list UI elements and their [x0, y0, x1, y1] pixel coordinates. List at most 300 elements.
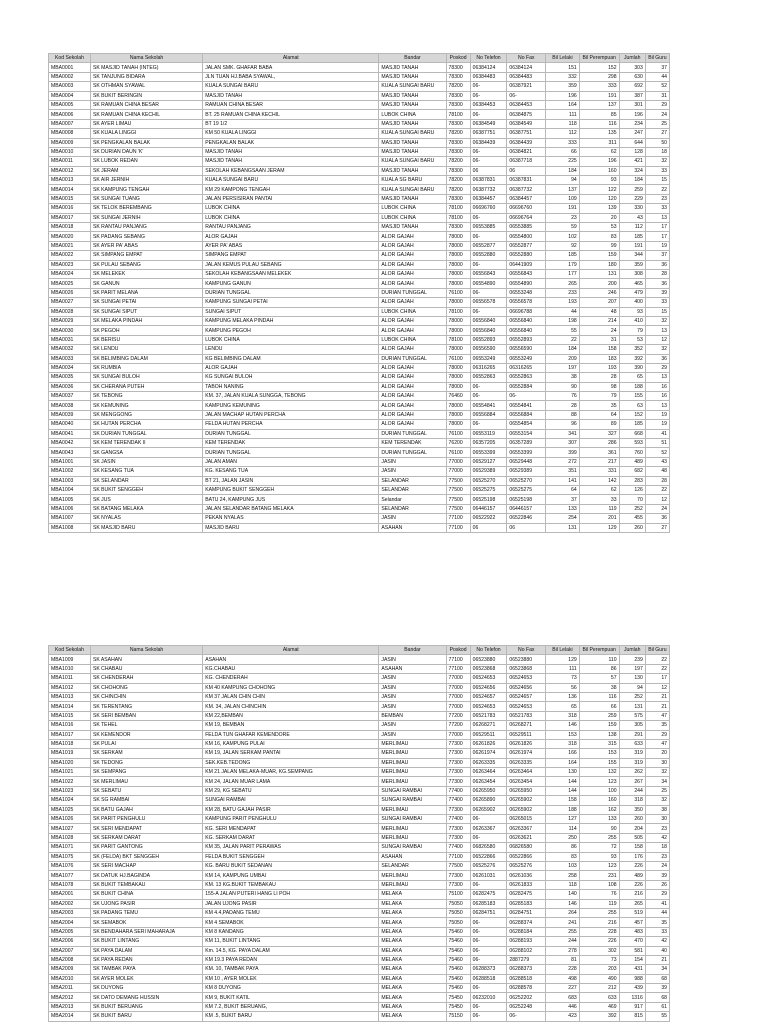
cell-no-fax: 06529448: [507, 457, 546, 466]
cell-bil-perempuan: 20: [579, 213, 619, 222]
cell-bandar: ALOR GAJAH: [379, 373, 446, 382]
cell-bil-lelaki: 255: [546, 927, 580, 936]
cell-no-fax: 06522846: [507, 514, 546, 523]
cell-bil-guru: 33: [645, 204, 669, 213]
cell-nama-sekolah: SK MERLIMAU: [90, 777, 202, 786]
table-row: [49, 664, 670, 673]
table-row: [49, 1002, 670, 1011]
cell-bil-perempuan: 120: [579, 194, 619, 203]
cell-no-telefon: 06-: [470, 307, 507, 316]
cell-poskod: 78300: [446, 147, 470, 156]
cell-jumlah: 176: [619, 852, 645, 861]
cell-poskod: 77000: [446, 467, 470, 476]
table-row: [49, 401, 670, 410]
cell-bil-guru: 41: [645, 429, 669, 438]
cell-poskod: 78300: [446, 166, 470, 175]
cell-poskod: 78000: [446, 382, 470, 391]
cell-alamat: FELDA HUTAN PERCHA: [203, 420, 379, 429]
cell-bil-guru: 22: [645, 485, 669, 494]
table-row: [49, 965, 670, 974]
cell-no-fax: 06553248: [507, 288, 546, 297]
table-row: [49, 796, 670, 805]
cell-alamat: KM. 13 KG.BUKIT TEMBAKAU: [203, 880, 379, 889]
cell-bandar: MELAKA: [379, 1002, 446, 1011]
cell-bil-guru: 30: [645, 815, 669, 824]
cell-bil-lelaki: 166: [546, 749, 580, 758]
cell-no-fax: 06288518: [507, 974, 546, 983]
cell-nama-sekolah: SK SIMPANG EMPAT: [90, 251, 202, 260]
cell-bil-lelaki: 164: [546, 100, 580, 109]
cell-alamat: KEM TERENDAK: [203, 439, 379, 448]
header-jumlah: Jumlah: [619, 646, 645, 655]
cell-bandar: LUBOK CHINA: [379, 204, 446, 213]
cell-bil-guru: 31: [645, 91, 669, 100]
cell-kod-sekolah: MBA0006: [49, 110, 91, 119]
table-row: [49, 702, 670, 711]
cell-bil-lelaki: 65: [546, 702, 580, 711]
cell-no-telefon: 06265890: [470, 796, 507, 805]
cell-jumlah: 301: [619, 100, 645, 109]
cell-no-fax: 06263454: [507, 777, 546, 786]
cell-bil-perempuan: 469: [579, 1002, 619, 1011]
cell-bandar: ALOR GAJAH: [379, 326, 446, 335]
cell-no-telefon: 06263464: [470, 768, 507, 777]
cell-no-telefon: 06263335: [470, 758, 507, 767]
cell-nama-sekolah: SK ASAHAN: [90, 655, 202, 664]
header-bil-lelaki: Bil Lelaki: [546, 54, 580, 63]
cell-bil-guru: 55: [645, 1012, 669, 1021]
cell-alamat: JALAN SELANDAR BATANG MELAKA: [203, 504, 379, 513]
cell-jumlah: 291: [619, 730, 645, 739]
cell-poskod: 77300: [446, 768, 470, 777]
cell-bil-guru: 36: [645, 514, 669, 523]
cell-bil-lelaki: 179: [546, 260, 580, 269]
cell-bil-guru: 35: [645, 721, 669, 730]
cell-no-telefon: 06268271: [470, 721, 507, 730]
cell-alamat: LUBOK CHINA: [203, 335, 379, 344]
cell-bandar: LUBOK CHINA: [379, 110, 446, 119]
cell-nama-sekolah: SK SG RAMBAI: [90, 796, 202, 805]
cell-no-fax: 06556578: [507, 298, 546, 307]
table-row: [49, 269, 670, 278]
cell-nama-sekolah: SK DATUK HJ.BAGINDA: [90, 871, 202, 880]
cell-poskod: 78300: [446, 223, 470, 232]
cell-bil-guru: 22: [645, 185, 669, 194]
cell-no-fax: 06265950: [507, 786, 546, 795]
cell-kod-sekolah: MBA1018: [49, 739, 91, 748]
cell-jumlah: 392: [619, 354, 645, 363]
cell-no-fax: 06446157: [507, 504, 546, 513]
table-row: [49, 890, 670, 899]
cell-jumlah: 465: [619, 279, 645, 288]
cell-alamat: KG. SERKAM DARAT: [203, 833, 379, 842]
cell-kod-sekolah: MBA0024: [49, 269, 91, 278]
cell-no-fax: 06: [507, 166, 546, 175]
cell-poskod: 78000: [446, 279, 470, 288]
cell-kod-sekolah: MBA1001: [49, 457, 91, 466]
cell-bil-lelaki: 94: [546, 176, 580, 185]
cell-bil-guru: 15: [645, 176, 669, 185]
cell-alamat: KM 28, BATU GAJAH PASIR: [203, 805, 379, 814]
cell-no-fax: 06524653: [507, 674, 546, 683]
cell-kod-sekolah: MBA2002: [49, 899, 91, 908]
cell-jumlah: 259: [619, 185, 645, 194]
table-row: [49, 730, 670, 739]
cell-bandar: MASJID TANAH: [379, 194, 446, 203]
table-row: [49, 82, 670, 91]
cell-bil-lelaki: 56: [546, 683, 580, 692]
cell-bil-guru: 33: [645, 298, 669, 307]
cell-no-fax: 06282475: [507, 890, 546, 899]
cell-bil-lelaki: 141: [546, 476, 580, 485]
cell-bil-perempuan: 72: [579, 843, 619, 852]
cell-jumlah: 70: [619, 495, 645, 504]
cell-alamat: KG. CHENDERAH: [203, 674, 379, 683]
cell-bil-lelaki: 254: [546, 514, 580, 523]
cell-bil-lelaki: 81: [546, 955, 580, 964]
cell-kod-sekolah: MBA1077: [49, 871, 91, 880]
cell-bil-perempuan: 93: [579, 176, 619, 185]
cell-bil-guru: 50: [645, 138, 669, 147]
table-row: [49, 157, 670, 166]
cell-poskod: 77100: [446, 514, 470, 523]
cell-no-telefon: 06: [470, 523, 507, 532]
cell-no-fax: 06252202: [507, 993, 546, 1002]
cell-jumlah: 112: [619, 223, 645, 232]
cell-bil-guru: 17: [645, 674, 669, 683]
cell-jumlah: 93: [619, 307, 645, 316]
table-row: [49, 420, 670, 429]
cell-bil-guru: 35: [645, 918, 669, 927]
cell-poskod: 75460: [446, 974, 470, 983]
cell-alamat: KM 4 SEMABOK: [203, 918, 379, 927]
cell-no-fax: 06525275: [507, 485, 546, 494]
cell-no-fax: 06288578: [507, 984, 546, 993]
cell-kod-sekolah: MBA1017: [49, 730, 91, 739]
cell-nama-sekolah: SK PADANG TEMU: [90, 908, 202, 917]
cell-bil-perempuan: 142: [579, 476, 619, 485]
cell-bil-guru: 19: [645, 241, 669, 250]
cell-bandar: MELAKA: [379, 984, 446, 993]
cell-nama-sekolah: SK RAMUAN CHINA KECHIL: [90, 110, 202, 119]
cell-bil-perempuan: 119: [579, 899, 619, 908]
cell-no-telefon: 06522922: [470, 514, 507, 523]
cell-bil-perempuan: 38: [579, 683, 619, 692]
cell-bil-lelaki: 265: [546, 279, 580, 288]
cell-nama-sekolah: SK DURIAN TUNGGAL: [90, 429, 202, 438]
cell-bandar: MERLIMAU: [379, 805, 446, 814]
cell-bandar: ALOR GAJAH: [379, 298, 446, 307]
cell-alamat: AYER PA' ABAS: [203, 241, 379, 250]
cell-bil-guru: 40: [645, 946, 669, 955]
cell-no-fax: 06288102: [507, 946, 546, 955]
cell-bil-perempuan: 214: [579, 316, 619, 325]
cell-no-telefon: 06525276: [470, 861, 507, 870]
cell-poskod: 75460: [446, 955, 470, 964]
cell-no-fax: 06696764: [507, 213, 546, 222]
cell-no-telefon: 06521783: [470, 711, 507, 720]
cell-jumlah: 197: [619, 664, 645, 673]
cell-bil-perempuan: 259: [579, 711, 619, 720]
cell-no-fax: 06284751: [507, 908, 546, 917]
cell-bil-lelaki: 228: [546, 965, 580, 974]
cell-bil-guru: 42: [645, 937, 669, 946]
header-jumlah: Jumlah: [619, 54, 645, 63]
cell-no-fax: 06252248: [507, 1002, 546, 1011]
cell-poskod: 77300: [446, 880, 470, 889]
cell-no-telefon: 06384483: [470, 72, 507, 81]
cell-no-fax: 06556884: [507, 410, 546, 419]
cell-no-fax: 06556843: [507, 269, 546, 278]
table-row: [49, 363, 670, 372]
cell-jumlah: 519: [619, 908, 645, 917]
cell-poskod: 78000: [446, 326, 470, 335]
cell-bil-lelaki: 164: [546, 758, 580, 767]
cell-nama-sekolah: SK CHENDERAH: [90, 674, 202, 683]
cell-nama-sekolah: SK RANTAU PANJANG: [90, 223, 202, 232]
schools-table-1: [48, 53, 670, 533]
cell-bil-perempuan: 216: [579, 918, 619, 927]
cell-nama-sekolah: SK CHOHONG: [90, 683, 202, 692]
cell-jumlah: 668: [619, 429, 645, 438]
cell-alamat: KM. 37, JALAN KUALA SUNGGA, TEBONG: [203, 392, 379, 401]
cell-bil-lelaki: 92: [546, 241, 580, 250]
cell-bil-guru: 51: [645, 439, 669, 448]
cell-poskod: 75460: [446, 965, 470, 974]
cell-alamat: LUBOK CHINA: [203, 204, 379, 213]
cell-jumlah: 188: [619, 382, 645, 391]
cell-bil-guru: 32: [645, 316, 669, 325]
table-row: [49, 974, 670, 983]
cell-poskod: 77300: [446, 777, 470, 786]
cell-no-telefon: 06553249: [470, 354, 507, 363]
table-row: [49, 993, 670, 1002]
cell-nama-sekolah: SK PARIT MELANA: [90, 288, 202, 297]
cell-bil-lelaki: 38: [546, 373, 580, 382]
cell-bil-lelaki: 140: [546, 890, 580, 899]
cell-jumlah: 483: [619, 927, 645, 936]
cell-alamat: SUNGAI RAMBAI: [203, 796, 379, 805]
cell-bil-lelaki: 197: [546, 363, 580, 372]
cell-poskod: 78000: [446, 260, 470, 269]
cell-bil-perempuan: 333: [579, 82, 619, 91]
table-row: [49, 251, 670, 260]
table-row: [49, 307, 670, 316]
cell-bil-perempuan: 31: [579, 335, 619, 344]
cell-no-fax: 06524656: [507, 683, 546, 692]
cell-alamat: SUNGAI SIPUT: [203, 307, 379, 316]
cell-bil-lelaki: 137: [546, 185, 580, 194]
cell-nama-sekolah: SK PULAU SEBANG: [90, 260, 202, 269]
cell-bil-lelaki: 198: [546, 316, 580, 325]
cell-no-telefon: 06-: [470, 1002, 507, 1011]
cell-jumlah: 489: [619, 871, 645, 880]
cell-bandar: MELAKA: [379, 927, 446, 936]
cell-alamat: KG. BARU BUKIT SEDANAN: [203, 861, 379, 870]
cell-bil-perempuan: 48: [579, 307, 619, 316]
cell-bandar: JASIN: [379, 514, 446, 523]
cell-alamat: KUALA SUNGAI BARU: [203, 176, 379, 185]
cell-bil-perempuan: 231: [579, 871, 619, 880]
cell-bandar: ALOR GAJAH: [379, 260, 446, 269]
cell-no-telefon: 06265902: [470, 805, 507, 814]
cell-jumlah: 308: [619, 269, 645, 278]
cell-poskod: 77100: [446, 664, 470, 673]
cell-alamat: SIMPANG EMPAT: [203, 251, 379, 260]
table-row: [49, 457, 670, 466]
cell-bil-perempuan: 123: [579, 777, 619, 786]
cell-nama-sekolah: SK BUKIT BERINGIN: [90, 91, 202, 100]
cell-bandar: MERLIMAU: [379, 871, 446, 880]
cell-no-telefon: 06529389: [470, 467, 507, 476]
cell-bil-guru: 25: [645, 119, 669, 128]
cell-bil-guru: 32: [645, 157, 669, 166]
cell-kod-sekolah: MBA0040: [49, 420, 91, 429]
cell-no-fax: 06-: [507, 392, 546, 401]
cell-no-telefon: 06-: [470, 288, 507, 297]
cell-kod-sekolah: MBA0017: [49, 213, 91, 222]
cell-nama-sekolah: SK AYER MOLEK: [90, 974, 202, 983]
cell-bil-guru: 41: [645, 899, 669, 908]
cell-alamat: JLN TUAN HJ.BABA SYAWAL,: [203, 72, 379, 81]
cell-nama-sekolah: SK MELAKA PINDAH: [90, 316, 202, 325]
cell-alamat: KM 29 KAMPONG TENGAH: [203, 185, 379, 194]
cell-kod-sekolah: MBA0028: [49, 307, 91, 316]
cell-bil-perempuan: 83: [579, 232, 619, 241]
cell-nama-sekolah: SK TEDONG: [90, 758, 202, 767]
cell-jumlah: 152: [619, 410, 645, 419]
cell-bil-perempuan: 191: [579, 91, 619, 100]
cell-nama-sekolah: SK PARIT GANTONG: [90, 843, 202, 852]
cell-no-telefon: 06556840: [470, 326, 507, 335]
cell-jumlah: 204: [619, 824, 645, 833]
cell-no-telefon: 06-: [470, 213, 507, 222]
cell-alamat: KM. 34, JALAN CHINCHIN: [203, 702, 379, 711]
cell-no-telefon: 06553885: [470, 223, 507, 232]
cell-no-telefon: 06-: [470, 382, 507, 391]
cell-bil-guru: 23: [645, 852, 669, 861]
cell-alamat: ALOR GAJAH: [203, 363, 379, 372]
cell-nama-sekolah: SK GANGSA: [90, 448, 202, 457]
cell-no-fax: 06265902: [507, 805, 546, 814]
cell-kod-sekolah: MBA1071: [49, 843, 91, 852]
cell-alamat: KG SUNGAI BULOH: [203, 373, 379, 382]
cell-bil-guru: 13: [645, 326, 669, 335]
cell-no-fax: 06384439: [507, 138, 546, 147]
cell-kod-sekolah: MBA0025: [49, 279, 91, 288]
cell-no-telefon: 06-: [470, 82, 507, 91]
cell-alamat: SEKOLAH KEBANGSAAN MELEKEK: [203, 269, 379, 278]
cell-bil-guru: 42: [645, 833, 669, 842]
cell-bandar: MELAKA: [379, 908, 446, 917]
cell-kod-sekolah: MBA1021: [49, 768, 91, 777]
cell-bil-guru: 44: [645, 72, 669, 81]
cell-jumlah: 126: [619, 485, 645, 494]
cell-poskod: 77300: [446, 739, 470, 748]
cell-bil-guru: 33: [645, 927, 669, 936]
cell-kod-sekolah: MBA1075: [49, 852, 91, 861]
header-bandar: Bandar: [379, 646, 446, 655]
cell-nama-sekolah: SK BUKIT TEMBAKAU: [90, 880, 202, 889]
cell-alamat: KAMPUNG PEGOH: [203, 326, 379, 335]
cell-alamat: MASJID TANAH: [203, 91, 379, 100]
cell-bandar: MASJID TANAH: [379, 166, 446, 175]
cell-no-telefon: 06-: [470, 1012, 507, 1021]
cell-no-telefon: 06553399: [470, 448, 507, 457]
cell-bandar: MELAKA: [379, 937, 446, 946]
cell-no-fax: 06696788: [507, 307, 546, 316]
cell-alamat: FELDA BUKIT SENGGEH: [203, 852, 379, 861]
cell-bandar: MERLIMAU: [379, 758, 446, 767]
cell-nama-sekolah: SK JASIN: [90, 457, 202, 466]
cell-kod-sekolah: MBA0010: [49, 147, 91, 156]
cell-poskod: 78200: [446, 82, 470, 91]
cell-no-telefon: 06524653: [470, 674, 507, 683]
cell-nama-sekolah: SK KAMPUNG TENGAH: [90, 185, 202, 194]
cell-no-telefon: 06-: [470, 815, 507, 824]
cell-no-telefon: 06288518: [470, 974, 507, 983]
cell-bil-lelaki: 191: [546, 204, 580, 213]
cell-bandar: MELAKA: [379, 899, 446, 908]
cell-bil-guru: 15: [645, 307, 669, 316]
cell-no-fax: 2887279: [507, 955, 546, 964]
cell-jumlah: 303: [619, 63, 645, 72]
cell-nama-sekolah: SK LENDU: [90, 345, 202, 354]
table-row: [49, 476, 670, 485]
cell-bandar: ALOR GAJAH: [379, 241, 446, 250]
cell-bil-guru: 32: [645, 768, 669, 777]
cell-no-telefon: 06232010: [470, 993, 507, 1002]
table-row: [49, 937, 670, 946]
cell-kod-sekolah: MBA2013: [49, 1002, 91, 1011]
cell-poskod: 78300: [446, 194, 470, 203]
cell-no-fax: 06261974: [507, 749, 546, 758]
cell-poskod: 78000: [446, 373, 470, 382]
cell-no-fax: 06357289: [507, 439, 546, 448]
cell-bandar: MELAKA: [379, 890, 446, 899]
cell-kod-sekolah: MBA0038: [49, 401, 91, 410]
cell-kod-sekolah: MBA0043: [49, 448, 91, 457]
cell-poskod: 78100: [446, 307, 470, 316]
cell-bandar: DURIAN TUNGGAL: [379, 429, 446, 438]
cell-bil-guru: 68: [645, 974, 669, 983]
cell-bil-perempuan: 311: [579, 138, 619, 147]
cell-no-fax: 06522866: [507, 852, 546, 861]
cell-jumlah: 184: [619, 176, 645, 185]
cell-no-fax: 06552893: [507, 335, 546, 344]
cell-jumlah: 682: [619, 467, 645, 476]
cell-kod-sekolah: MBA0003: [49, 82, 91, 91]
cell-alamat: KM 35, JALAN PARIT PERAWAS: [203, 843, 379, 852]
cell-no-telefon: 06524653: [470, 702, 507, 711]
cell-alamat: LUBOK CHINA: [203, 213, 379, 222]
cell-no-telefon: 06-: [470, 984, 507, 993]
cell-jumlah: 226: [619, 880, 645, 889]
cell-poskod: 77500: [446, 485, 470, 494]
cell-poskod: 78100: [446, 335, 470, 344]
cell-bil-perempuan: 196: [579, 157, 619, 166]
cell-alamat: KM 37 JALAN CHIN CHIN: [203, 692, 379, 701]
cell-bil-lelaki: 96: [546, 420, 580, 429]
table-row: [49, 683, 670, 692]
cell-jumlah: 226: [619, 861, 645, 870]
header-no-fax: No Fax: [507, 646, 546, 655]
cell-bil-guru: 27: [645, 129, 669, 138]
cell-bil-lelaki: 59: [546, 223, 580, 232]
cell-bil-guru: 36: [645, 354, 669, 363]
cell-bil-perempuan: 490: [579, 974, 619, 983]
table-row: [49, 984, 670, 993]
